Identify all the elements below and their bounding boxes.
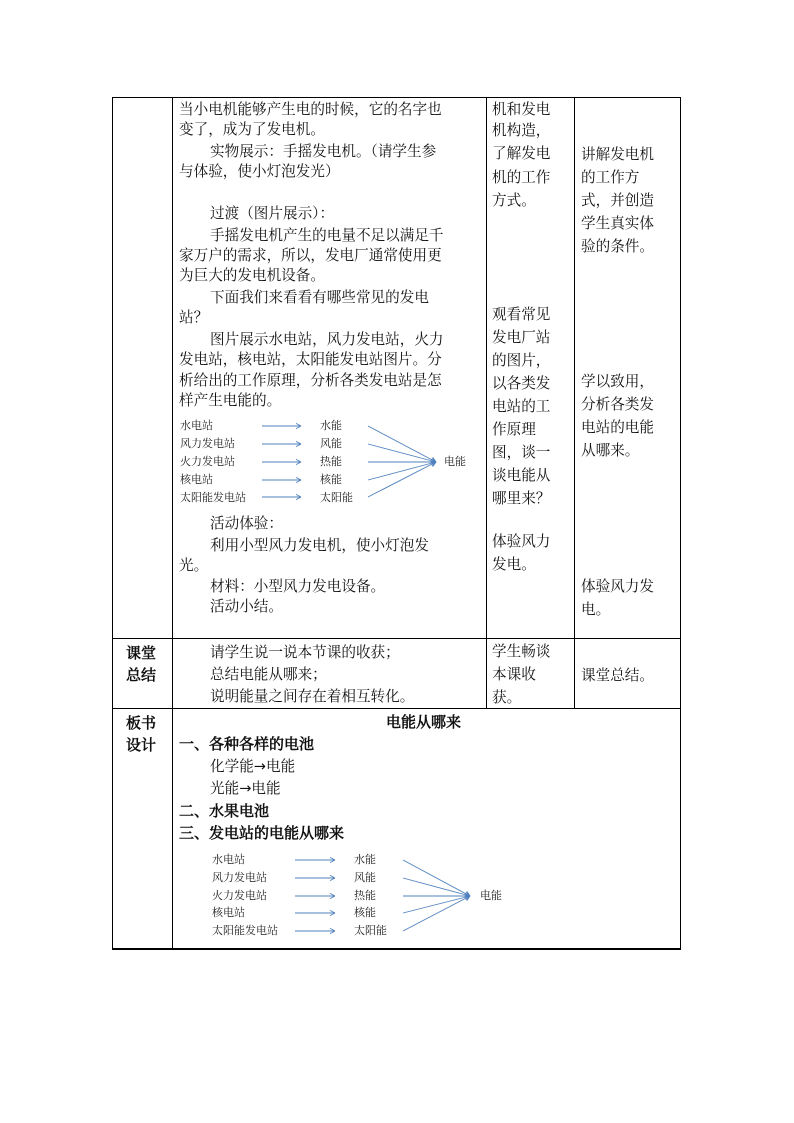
diagram-form-label: 太阳能 <box>320 491 353 504</box>
board-line: 化学能→电能 <box>210 758 296 775</box>
diagram-source-label: 火力发电站 <box>212 889 267 902</box>
design-intent-text: 式，并创造 <box>581 192 654 209</box>
form-to-electricity-arrow <box>403 860 470 896</box>
summary-content: 总结电能从哪来； <box>210 666 327 683</box>
process-text: 实物展示：手摇发电机。（请学生参 <box>210 143 437 160</box>
design-intent-text: 电。 <box>581 601 611 618</box>
process-text: 图片展示水电站，风力发电站，火力 <box>210 331 444 348</box>
process-text: 光。 <box>179 557 209 574</box>
student-activity-text: 作原理 <box>492 421 536 438</box>
student-activity-text: 哪里来？ <box>492 490 551 507</box>
diagram-source-label: 太阳能发电站 <box>212 924 278 937</box>
summary-label: 总结 <box>126 666 157 684</box>
diagram-form-label: 太阳能 <box>354 924 387 937</box>
diagram-source-label: 核电站 <box>180 473 213 486</box>
diagram-source-label: 风力发电站 <box>212 871 267 884</box>
process-text: 与体验，使小灯泡发光） <box>179 163 340 180</box>
diagram-source-label: 火力发电站 <box>180 455 235 468</box>
board-label: 板书 <box>126 714 157 732</box>
process-text: 活动体验： <box>210 515 283 532</box>
student-activity-text: 的图片， <box>492 352 551 369</box>
summary-content: 说明能量之间存在着相互转化。 <box>210 688 415 705</box>
design-intent-text: 验的条件。 <box>581 238 654 255</box>
board-heading: 二、水果电池 <box>179 802 270 820</box>
diagram-form-label: 风能 <box>354 871 376 884</box>
student-activity-text: 谈电能从 <box>492 467 551 484</box>
summary-student: 学生畅谈 <box>492 643 551 660</box>
board-heading: 一、各种各样的电池 <box>179 735 315 753</box>
diagram-source-label: 核电站 <box>212 906 245 919</box>
design-intent-text: 体验风力发 <box>581 578 654 595</box>
student-activity-text: 机的工作 <box>492 169 551 186</box>
process-text: 当小电机能够产生电的时候，它的名字也 <box>179 101 442 118</box>
form-to-electricity-arrow <box>403 878 470 896</box>
diagram-form-label: 热能 <box>354 889 376 902</box>
student-activity-text: 以各类发 <box>492 375 551 392</box>
diagram-form-label: 风能 <box>320 437 342 450</box>
form-to-electricity-arrow <box>403 896 470 913</box>
student-activity-text: 发电。 <box>492 556 536 573</box>
process-text: 发电站，核电站，太阳能发电站图片。分 <box>179 351 442 368</box>
diagram-source-label: 水电站 <box>212 853 245 866</box>
summary-student: 本课收 <box>492 666 536 683</box>
process-text: 材料：小型风力发电设备。 <box>210 578 386 595</box>
design-intent-text: 讲解发电机 <box>581 146 654 163</box>
diagram-source-label: 风力发电站 <box>180 437 235 450</box>
diagram-form-label: 水能 <box>354 853 376 866</box>
process-text: 样产生电能的。 <box>179 392 282 409</box>
diagram-target-label: 电能 <box>444 455 466 468</box>
summary-label: 课堂 <box>126 644 157 662</box>
summary-content: 请学生说一说本节课的收获； <box>210 644 400 661</box>
diagram-form-label: 水能 <box>320 419 342 432</box>
student-activity-text: 机和发电 <box>492 101 551 118</box>
process-text: 过渡（图片展示）： <box>210 205 335 222</box>
form-to-electricity-arrow <box>403 896 470 931</box>
student-activity-text: 机构造， <box>492 122 551 139</box>
design-intent-text: 的工作方 <box>581 169 640 186</box>
design-intent-text: 学生真实体 <box>581 215 654 232</box>
process-text: 变了，成为了发电机。 <box>179 121 325 138</box>
student-activity-text: 了解发电 <box>492 145 551 162</box>
student-activity-text: 体验风力 <box>492 533 551 550</box>
process-text: 站？ <box>179 309 209 326</box>
design-intent-text: 分析各类发 <box>581 396 654 413</box>
board-line: 光能→电能 <box>210 780 281 797</box>
board-heading: 三、发电站的电能从哪来 <box>179 824 345 842</box>
process-text: 为巨大的发电机设备。 <box>179 267 325 284</box>
diagram-source-label: 水电站 <box>180 419 213 432</box>
diagram-form-label: 核能 <box>354 906 376 919</box>
process-text: 活动小结。 <box>210 598 283 615</box>
diagram-form-label: 热能 <box>320 455 342 468</box>
student-activity-text: 方式。 <box>492 192 536 209</box>
design-intent-text: 从哪来。 <box>581 442 640 459</box>
board-title: 电能从哪来 <box>386 713 462 731</box>
process-text: 析给出的工作原理，分析各类发电站是怎 <box>179 372 442 389</box>
board-label: 设计 <box>126 736 157 754</box>
design-intent-text: 学以致用， <box>581 373 654 390</box>
process-text: 家万户的需求，所以，发电厂通常使用更 <box>179 247 442 264</box>
diagram-form-label: 核能 <box>320 473 342 486</box>
process-text: 手摇发电机产生的电量不足以满足千 <box>210 227 444 244</box>
student-activity-text: 电站的工 <box>492 398 551 415</box>
student-activity-text: 发电厂站 <box>492 329 551 346</box>
student-activity-text: 图，谈一 <box>492 444 551 461</box>
summary-student: 获。 <box>492 689 522 706</box>
diagram-source-label: 太阳能发电站 <box>180 491 246 504</box>
design-intent-text: 电站的电能 <box>581 419 654 436</box>
student-activity-text: 观看常见 <box>492 306 551 323</box>
process-text: 下面我们来看看有哪些常见的发电 <box>210 289 429 306</box>
summary-purpose: 课堂总结。 <box>581 667 654 684</box>
diagram-target-label: 电能 <box>480 889 502 902</box>
process-text: 利用小型风力发电机，使小灯泡发 <box>210 537 429 554</box>
